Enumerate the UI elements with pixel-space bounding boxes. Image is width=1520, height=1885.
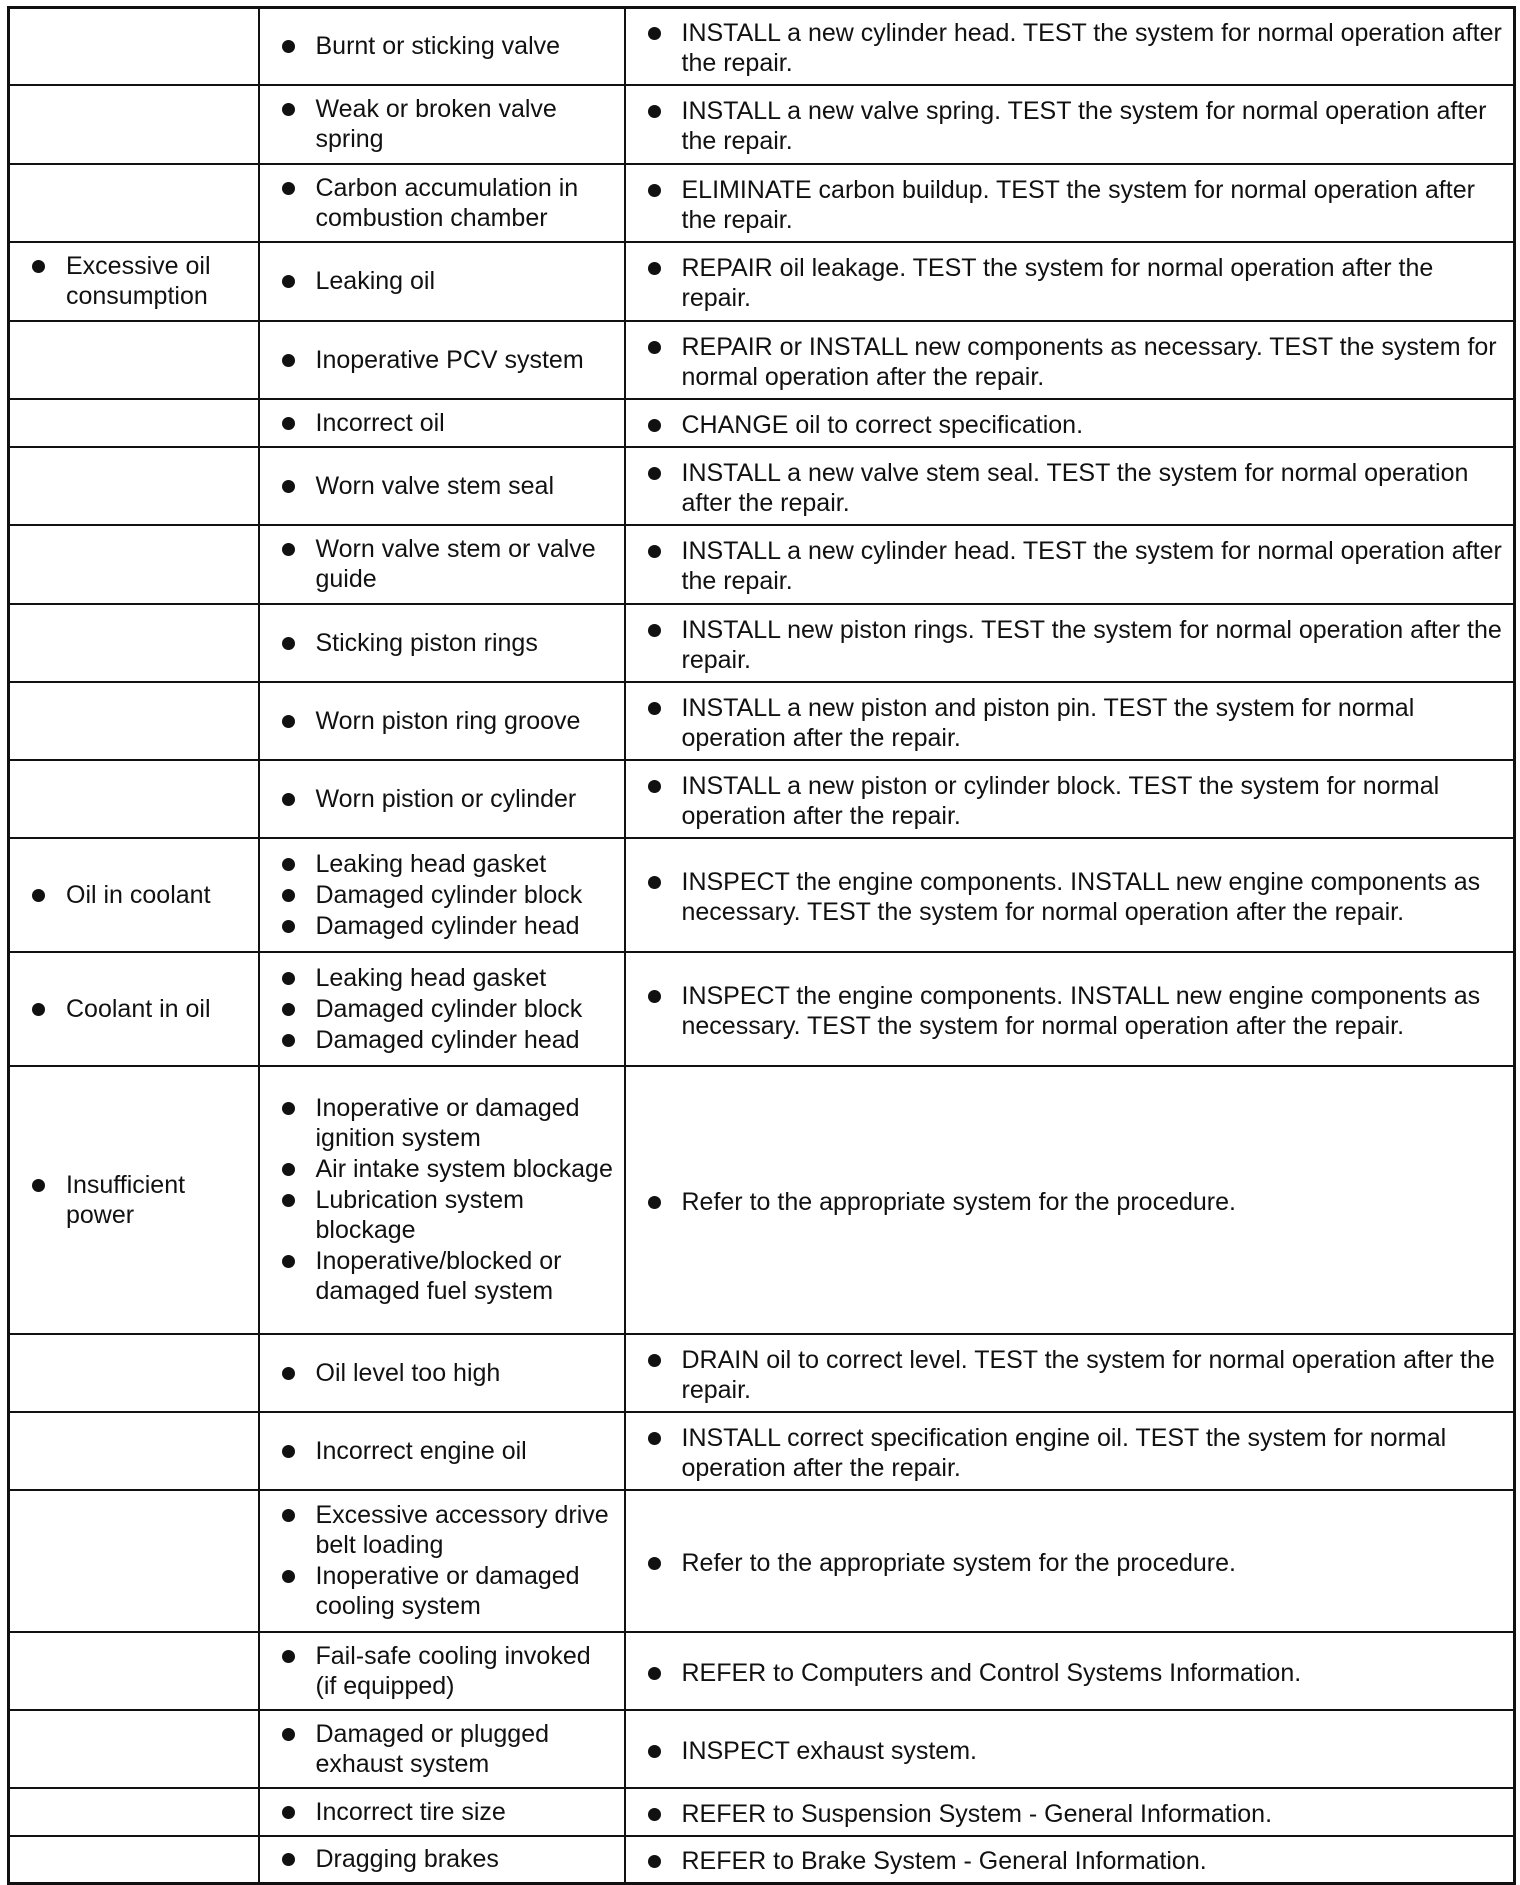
possible-source-cell bbox=[259, 447, 625, 525]
possible-source-list bbox=[282, 1797, 614, 1827]
table-row bbox=[9, 1490, 1515, 1632]
possible-source-cell bbox=[259, 604, 625, 682]
possible-source-cell bbox=[259, 1836, 625, 1884]
action-cell bbox=[625, 1632, 1515, 1710]
condition-cell bbox=[9, 525, 259, 604]
possible-source-item: Leaking head gasket bbox=[282, 849, 614, 879]
action-cell bbox=[625, 604, 1515, 682]
possible-source-list bbox=[282, 706, 614, 736]
action-text: INSTALL a new piston or cylinder block. TEST the system for normal operation after the repair. bbox=[648, 771, 1504, 831]
condition-cell bbox=[9, 604, 259, 682]
action-text: INSTALL a new valve stem seal. TEST the system for normal operation after the repair. bbox=[648, 458, 1504, 518]
action-text: INSTALL correct specification engine oil. TEST the system for normal operation after the repair. bbox=[648, 1423, 1504, 1483]
table-row bbox=[9, 8, 1515, 85]
possible-source-list bbox=[282, 1844, 614, 1874]
action-list bbox=[648, 536, 1504, 596]
action-list bbox=[648, 1548, 1504, 1578]
action-text: ELIMINATE carbon buildup. TEST the system for normal operation after the repair. bbox=[648, 175, 1504, 235]
action-cell bbox=[625, 760, 1515, 838]
action-cell bbox=[625, 838, 1515, 952]
action-list bbox=[648, 96, 1504, 156]
action-list bbox=[648, 410, 1504, 440]
possible-source-cell bbox=[259, 399, 625, 447]
possible-source-list bbox=[282, 1093, 614, 1306]
table-row bbox=[9, 1632, 1515, 1710]
condition-cell bbox=[9, 242, 259, 321]
possible-source-cell bbox=[259, 85, 625, 164]
possible-source-cell bbox=[259, 8, 625, 85]
possible-source-list bbox=[282, 1500, 614, 1621]
action-cell bbox=[625, 399, 1515, 447]
possible-source-list bbox=[282, 266, 614, 296]
table-row bbox=[9, 321, 1515, 399]
action-text: INSPECT the engine components. INSTALL new engine components as necessary. TEST the system for normal operation after the repair. bbox=[648, 981, 1504, 1041]
possible-source-cell bbox=[259, 525, 625, 604]
possible-source-list bbox=[282, 534, 614, 594]
possible-source-item: Inoperative or damaged cooling system bbox=[282, 1561, 614, 1621]
table-row bbox=[9, 1710, 1515, 1788]
action-list bbox=[648, 18, 1504, 78]
action-list bbox=[648, 1187, 1504, 1217]
action-cell bbox=[625, 1836, 1515, 1884]
table-row bbox=[9, 447, 1515, 525]
condition-cell bbox=[9, 1632, 259, 1710]
possible-source-item: Burnt or sticking valve bbox=[282, 31, 614, 61]
action-list bbox=[648, 253, 1504, 313]
action-cell bbox=[625, 321, 1515, 399]
possible-source-item: Weak or broken valve spring bbox=[282, 94, 614, 154]
action-text: INSTALL new piston rings. TEST the system for normal operation after the repair. bbox=[648, 615, 1504, 675]
condition-cell bbox=[9, 682, 259, 760]
possible-source-list bbox=[282, 471, 614, 501]
possible-source-item: Incorrect tire size bbox=[282, 1797, 614, 1827]
action-list bbox=[648, 867, 1504, 927]
possible-source-cell bbox=[259, 1334, 625, 1412]
table-row bbox=[9, 1788, 1515, 1836]
possible-source-item: Inoperative or damaged ignition system bbox=[282, 1093, 614, 1153]
action-text: Refer to the appropriate system for the procedure. bbox=[648, 1548, 1504, 1578]
condition-list bbox=[32, 880, 248, 910]
action-cell bbox=[625, 242, 1515, 321]
action-text: INSPECT exhaust system. bbox=[648, 1736, 1504, 1766]
action-text: INSTALL a new cylinder head. TEST the system for normal operation after the repair. bbox=[648, 536, 1504, 596]
condition-cell bbox=[9, 760, 259, 838]
action-text: Refer to the appropriate system for the procedure. bbox=[648, 1187, 1504, 1217]
possible-source-list bbox=[282, 1719, 614, 1779]
possible-source-cell bbox=[259, 952, 625, 1066]
possible-source-item: Worn pistion or cylinder bbox=[282, 784, 614, 814]
action-list bbox=[648, 1736, 1504, 1766]
possible-source-item: Leaking oil bbox=[282, 266, 614, 296]
table-row bbox=[9, 682, 1515, 760]
condition-cell bbox=[9, 321, 259, 399]
possible-source-list bbox=[282, 408, 614, 438]
action-cell bbox=[625, 447, 1515, 525]
action-text: REPAIR oil leakage. TEST the system for normal operation after the repair. bbox=[648, 253, 1504, 313]
possible-source-cell bbox=[259, 164, 625, 242]
possible-source-list bbox=[282, 849, 614, 941]
action-text: REFER to Brake System - General Information. bbox=[648, 1846, 1504, 1876]
possible-source-cell bbox=[259, 838, 625, 952]
table-row bbox=[9, 1836, 1515, 1884]
action-text: DRAIN oil to correct level. TEST the system for normal operation after the repair. bbox=[648, 1345, 1504, 1405]
action-cell bbox=[625, 952, 1515, 1066]
condition-cell bbox=[9, 164, 259, 242]
possible-source-item: Sticking piston rings bbox=[282, 628, 614, 658]
possible-source-item: Damaged cylinder block bbox=[282, 880, 614, 910]
possible-source-cell bbox=[259, 760, 625, 838]
condition-list bbox=[32, 994, 248, 1024]
symptom-chart-table bbox=[7, 6, 1516, 1885]
possible-source-item: Dragging brakes bbox=[282, 1844, 614, 1874]
possible-source-item: Carbon accumulation in combustion chamber bbox=[282, 173, 614, 233]
condition-cell bbox=[9, 1490, 259, 1632]
action-text: REPAIR or INSTALL new components as necessary. TEST the system for normal operation after the repair. bbox=[648, 332, 1504, 392]
condition-cell bbox=[9, 399, 259, 447]
table-row bbox=[9, 1066, 1515, 1334]
action-cell bbox=[625, 682, 1515, 760]
possible-source-item: Lubrication system blockage bbox=[282, 1185, 614, 1245]
action-cell bbox=[625, 8, 1515, 85]
possible-source-item: Leaking head gasket bbox=[282, 963, 614, 993]
action-list bbox=[648, 1658, 1504, 1688]
possible-source-list bbox=[282, 94, 614, 154]
possible-source-item: Damaged cylinder block bbox=[282, 994, 614, 1024]
action-cell bbox=[625, 164, 1515, 242]
symptom-chart-body bbox=[9, 8, 1515, 1884]
possible-source-list bbox=[282, 963, 614, 1055]
action-cell bbox=[625, 1066, 1515, 1334]
possible-source-list bbox=[282, 1358, 614, 1388]
condition-cell bbox=[9, 1334, 259, 1412]
table-row bbox=[9, 760, 1515, 838]
action-text: INSPECT the engine components. INSTALL new engine components as necessary. TEST the system for normal operation after the repair. bbox=[648, 867, 1504, 927]
action-list bbox=[648, 771, 1504, 831]
possible-source-item: Oil level too high bbox=[282, 1358, 614, 1388]
possible-source-cell bbox=[259, 682, 625, 760]
possible-source-item: Damaged cylinder head bbox=[282, 1025, 614, 1055]
table-row bbox=[9, 1412, 1515, 1490]
action-list bbox=[648, 1423, 1504, 1483]
condition-cell bbox=[9, 1710, 259, 1788]
condition-cell bbox=[9, 952, 259, 1066]
action-list bbox=[648, 1846, 1504, 1876]
condition-list bbox=[32, 251, 248, 311]
possible-source-item: Air intake system blockage bbox=[282, 1154, 614, 1184]
action-text: REFER to Suspension System - General Information. bbox=[648, 1799, 1504, 1829]
table-row bbox=[9, 838, 1515, 952]
possible-source-item: Damaged cylinder head bbox=[282, 911, 614, 941]
action-text: INSTALL a new piston and piston pin. TEST the system for normal operation after the repair. bbox=[648, 693, 1504, 753]
action-cell bbox=[625, 1710, 1515, 1788]
condition-label: Excessive oil consumption bbox=[32, 251, 248, 311]
table-row bbox=[9, 85, 1515, 164]
action-list bbox=[648, 332, 1504, 392]
possible-source-item: Fail-safe cooling invoked (if equipped) bbox=[282, 1641, 614, 1701]
possible-source-item: Incorrect engine oil bbox=[282, 1436, 614, 1466]
condition-cell bbox=[9, 1066, 259, 1334]
action-list bbox=[648, 1799, 1504, 1829]
action-list bbox=[648, 693, 1504, 753]
possible-source-cell bbox=[259, 1412, 625, 1490]
possible-source-cell bbox=[259, 1788, 625, 1836]
condition-cell bbox=[9, 8, 259, 85]
condition-cell bbox=[9, 447, 259, 525]
action-cell bbox=[625, 525, 1515, 604]
condition-label: Oil in coolant bbox=[32, 880, 248, 910]
table-row bbox=[9, 242, 1515, 321]
action-list bbox=[648, 615, 1504, 675]
condition-cell bbox=[9, 838, 259, 952]
action-text: REFER to Computers and Control Systems Information. bbox=[648, 1658, 1504, 1688]
table-row bbox=[9, 525, 1515, 604]
possible-source-item: Worn valve stem or valve guide bbox=[282, 534, 614, 594]
possible-source-item: Incorrect oil bbox=[282, 408, 614, 438]
possible-source-list bbox=[282, 784, 614, 814]
possible-source-cell bbox=[259, 1710, 625, 1788]
possible-source-list bbox=[282, 1641, 614, 1701]
possible-source-item: Excessive accessory drive belt loading bbox=[282, 1500, 614, 1560]
table-row bbox=[9, 952, 1515, 1066]
condition-label: Insufficient power bbox=[32, 1170, 248, 1230]
possible-source-list bbox=[282, 173, 614, 233]
possible-source-item: Worn valve stem seal bbox=[282, 471, 614, 501]
possible-source-list bbox=[282, 345, 614, 375]
action-list bbox=[648, 458, 1504, 518]
possible-source-item: Worn piston ring groove bbox=[282, 706, 614, 736]
condition-label: Coolant in oil bbox=[32, 994, 248, 1024]
action-cell bbox=[625, 1334, 1515, 1412]
condition-cell bbox=[9, 1836, 259, 1884]
action-cell bbox=[625, 1490, 1515, 1632]
action-list bbox=[648, 981, 1504, 1041]
action-text: CHANGE oil to correct specification. bbox=[648, 410, 1504, 440]
table-row bbox=[9, 164, 1515, 242]
possible-source-item: Damaged or plugged exhaust system bbox=[282, 1719, 614, 1779]
action-list bbox=[648, 1345, 1504, 1405]
action-cell bbox=[625, 85, 1515, 164]
possible-source-list bbox=[282, 31, 614, 61]
condition-cell bbox=[9, 85, 259, 164]
action-cell bbox=[625, 1788, 1515, 1836]
condition-cell bbox=[9, 1412, 259, 1490]
possible-source-list bbox=[282, 1436, 614, 1466]
possible-source-item: Inoperative PCV system bbox=[282, 345, 614, 375]
possible-source-item: Inoperative/blocked or damaged fuel system bbox=[282, 1246, 614, 1306]
action-text: INSTALL a new cylinder head. TEST the system for normal operation after the repair. bbox=[648, 18, 1504, 78]
possible-source-cell bbox=[259, 1066, 625, 1334]
possible-source-cell bbox=[259, 321, 625, 399]
condition-list bbox=[32, 1170, 248, 1230]
possible-source-list bbox=[282, 628, 614, 658]
action-cell bbox=[625, 1412, 1515, 1490]
action-list bbox=[648, 175, 1504, 235]
possible-source-cell bbox=[259, 1632, 625, 1710]
action-text: INSTALL a new valve spring. TEST the system for normal operation after the repair. bbox=[648, 96, 1504, 156]
table-row bbox=[9, 399, 1515, 447]
possible-source-cell bbox=[259, 1490, 625, 1632]
condition-cell bbox=[9, 1788, 259, 1836]
possible-source-cell bbox=[259, 242, 625, 321]
table-row bbox=[9, 604, 1515, 682]
table-row bbox=[9, 1334, 1515, 1412]
